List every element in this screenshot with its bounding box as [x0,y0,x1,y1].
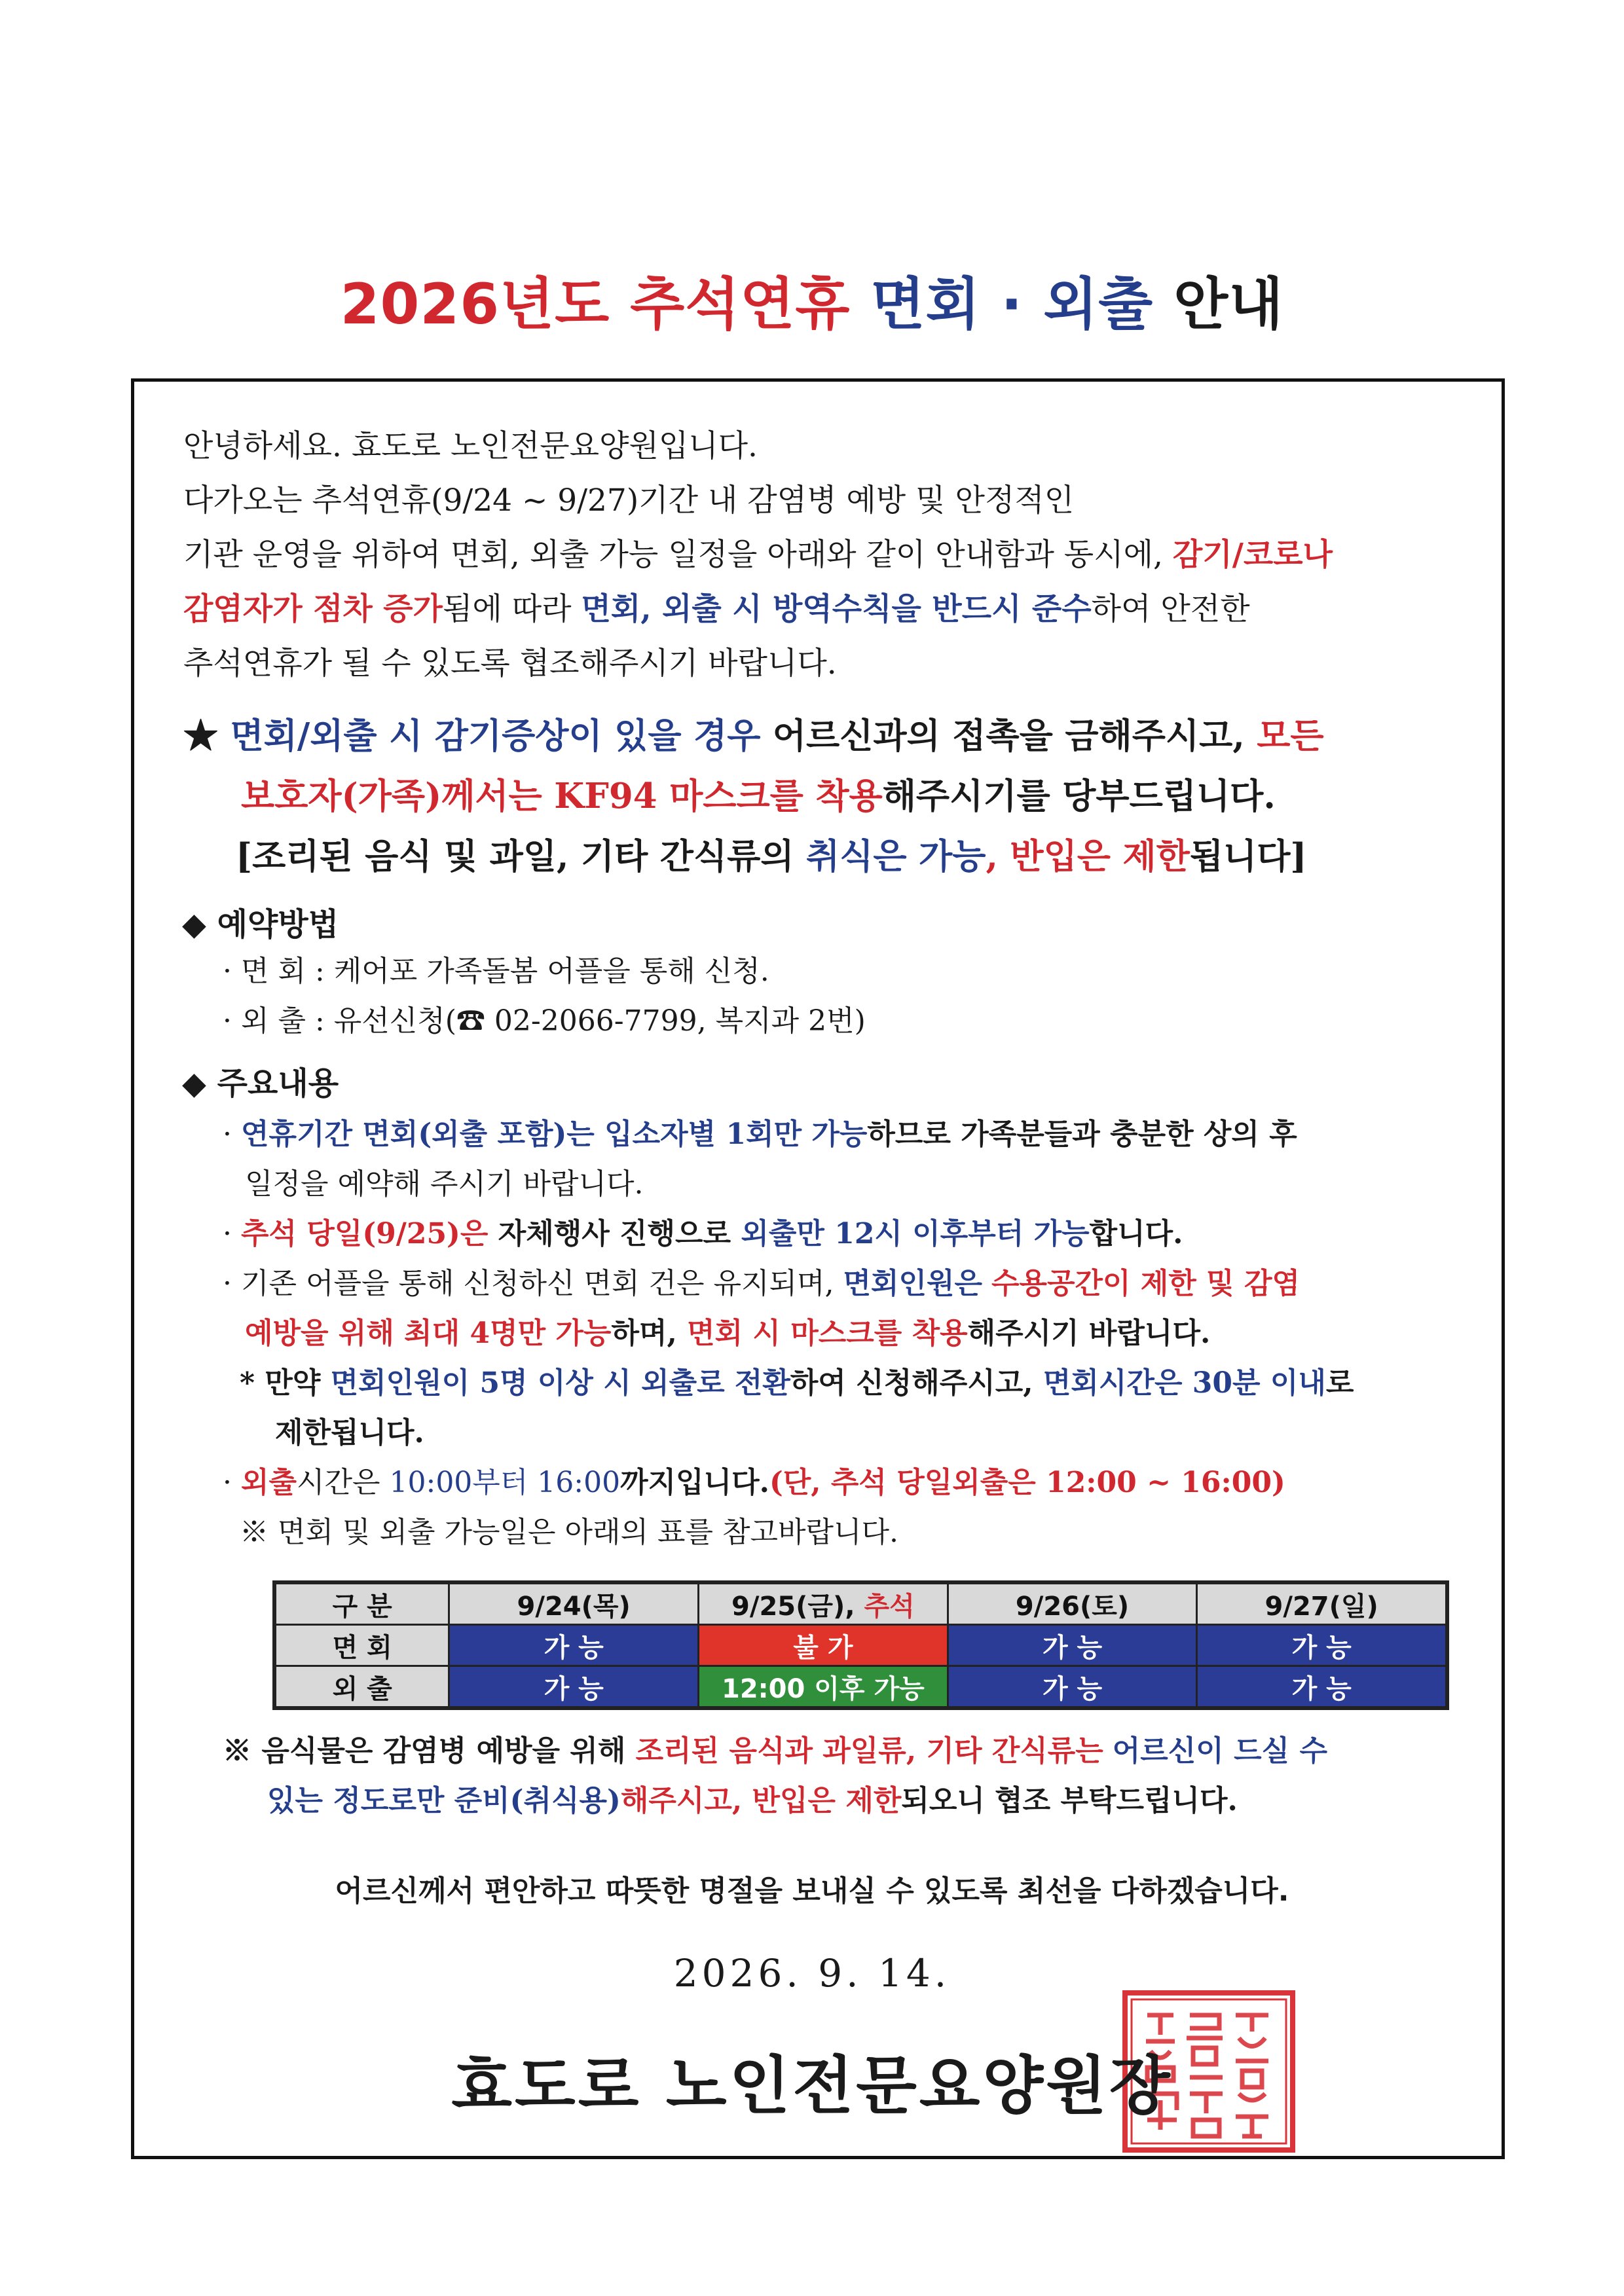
item-text: 하므로 가족분들과 충분한 상의 후 [867,1118,1297,1151]
title-red-part: 2026년도 추석연휴 [340,272,871,337]
table-reference: ※ 면회 및 외출 가능일은 아래의 표를 참고바랍니다. [240,1516,898,1549]
highlight-red: 반입은 제한 [752,1784,902,1817]
table-cell: 가 능 [1197,1625,1447,1666]
highlight-red: 면회 시 마스크를 착용 [687,1317,968,1350]
item-text: 자체행사 진행으로 [488,1217,741,1250]
star-line [183,826,1486,886]
item-text: * 만약 [240,1366,331,1400]
item-text: 로 [1325,1366,1354,1400]
list-note-cont: 제한됩니다. [275,1416,424,1449]
table-cell: 가 능 [1197,1666,1447,1709]
item-text: 시간은 [297,1466,390,1499]
note-text: 되오니 협조 부탁드립니다. [901,1784,1238,1817]
table-header: 구 분 [274,1582,449,1625]
list-item [223,1259,1506,1309]
item-text: 하며, [611,1317,688,1350]
food-note-line [223,1726,1506,1776]
item-text: 해주시기 바랍니다. [967,1317,1211,1350]
intro-line: 다가오는 추석연휴(9/24 ~ 9/27)기간 내 감염병 예방 및 안정적인 [183,483,1075,519]
header-highlight: 추석 [864,1591,915,1622]
item-text: 까지입니다. [620,1466,769,1499]
highlight-red: 예방을 위해 최대 4명만 가능 [245,1317,612,1350]
star-highlight-blue: 취식은 가능 [806,836,986,877]
star-line [183,706,1486,766]
closing-message: 어르신께서 편안하고 따뜻한 명절을 보내실 수 있도록 최선을 다하겠습니다. [335,1874,1289,1908]
highlight-red: 해주시고, [620,1784,752,1817]
item-text: 합니다. [1089,1217,1183,1250]
main-points-heading: ◆ 주요내용 [182,1065,339,1102]
row-label: 외 출 [274,1666,449,1709]
intro-paragraph [183,419,1486,691]
schedule-table [272,1580,1449,1710]
table-cell: 12:00 이후 가능 [698,1666,948,1709]
bullet: · [223,1466,241,1499]
bullet: · [223,1118,241,1151]
highlight-blue: 있는 정도로만 준비(취식용) [267,1784,621,1817]
item-text: 하여 신청해주시고, [790,1366,1043,1400]
highlight-blue: 외출만 12시 이후부터 가능 [741,1217,1090,1250]
table-cell: 가 능 [449,1625,699,1666]
table-row [274,1666,1447,1709]
table-header-row [274,1582,1447,1625]
row-label: 면 회 [274,1625,449,1666]
star-highlight-red: 반입은 제한 [1010,836,1190,877]
intro-line: 추석연휴가 될 수 있도록 협조해주시기 바랍니다. [183,646,837,682]
table-header: 9/27(일) [1197,1582,1447,1625]
signature-institution: 효도로 노인전문요양원장 [451,2049,1173,2123]
list-item [223,1458,1506,1508]
item-text: · 기존 어플을 통해 신청하신 면회 건은 유지되며, [223,1267,843,1300]
table-header: 9/26(토) [948,1582,1197,1625]
list-item [223,1209,1506,1259]
intro-line [183,582,1486,636]
star-highlight-red: 모든 [1257,716,1324,756]
reservation-heading: ◆ 예약방법 [182,906,339,943]
intro-line [183,528,1486,582]
star-notice [183,706,1486,886]
list-item-cont: 일정을 예약해 주시기 바랍니다. [245,1167,644,1201]
star-text: , [986,836,1010,877]
highlight-blue: 면회시간은 30분 이내 [1043,1366,1326,1400]
list-note [223,1358,1506,1408]
highlight-blue: 어르신이 드실 수 [1112,1734,1327,1768]
intro-text: 기관 운영을 위하여 면회, 외출 가능 일정을 아래와 같이 안내함과 동시에, [183,537,1173,573]
highlight-red: (단, 추석 당일외출은 12:00 ~ 16:00) [769,1466,1285,1499]
reservation-list [223,947,866,1046]
page-title [0,259,1624,340]
highlight-blue: 면회인원이 5명 이상 시 외출로 전환 [330,1366,790,1400]
highlight-blue: 연휴기간 면회(외출 포함)는 입소자별 1회만 가능 [240,1118,868,1151]
table-cell: 가 능 [449,1666,699,1709]
table-header: 9/24(목) [449,1582,699,1625]
title-black-part: 안내 [1153,272,1284,337]
star-highlight-red: 보호자(가족)께서는 KF94 마스크를 착용 [241,776,883,816]
highlight-red: 추석 당일(9/25)은 [240,1217,489,1250]
intro-line: 안녕하세요. 효도로 노인전문요양원입니다. [183,428,758,464]
highlight-blue: 10:00부터 16:00 [389,1466,621,1499]
star-text: 어르신과의 접촉을 금해주시고, [760,716,1257,756]
reservation-outing: · 외 출 : 유선신청(☎ 02-2066-7799, 복지과 2번) [223,1004,866,1038]
star-line [183,766,1486,826]
header-text: 9/25(금), [731,1591,864,1622]
table-cell: 불 가 [698,1625,948,1666]
item-text [982,1267,991,1300]
note-text [1103,1734,1113,1768]
table-cell: 가 능 [948,1625,1197,1666]
reservation-visit: · 면 회 : 케어포 가족돌봄 어플을 통해 신청. [223,955,769,988]
food-note-line [223,1776,1506,1826]
star-icon: ★ [183,716,218,756]
title-blue-part: 면회 · 외출 [870,272,1154,337]
table-row [274,1625,1447,1666]
star-text: [조리된 음식 및 과일, 기타 간식류의 [236,836,807,877]
bullet: · [223,1217,241,1250]
table-header [698,1582,948,1625]
food-note [223,1726,1506,1826]
star-highlight-blue: 면회/외출 시 감기증상이 있을 경우 [230,716,761,756]
issue-date: 2026. 9. 14. [673,1951,951,1995]
main-points-list [223,1110,1506,1558]
table-cell: 가 능 [948,1666,1197,1709]
note-text: ※ 음식물은 감염병 예방을 위해 [223,1734,636,1768]
intro-highlight-red: 감염자가 점차 증가 [183,591,443,627]
star-text: 됩니다] [1189,836,1307,877]
list-item-cont [223,1309,1506,1358]
intro-text: 됨에 따라 [442,591,581,627]
highlight-red: 조리된 음식과 과일류, 기타 간식류는 [635,1734,1103,1768]
intro-text: 하여 안전한 [1091,591,1250,627]
star-text: 해주시기를 당부드립니다. [882,776,1276,816]
list-item [223,1110,1506,1159]
intro-highlight-red: 감기/코로나 [1172,537,1333,573]
highlight-blue: 면회인원은 [843,1267,982,1300]
highlight-red: 외출 [240,1466,297,1499]
intro-highlight-blue: 면회, 외출 시 방역수칙을 반드시 준수 [581,591,1092,627]
highlight-red: 수용공간이 제한 및 감염 [991,1267,1300,1300]
